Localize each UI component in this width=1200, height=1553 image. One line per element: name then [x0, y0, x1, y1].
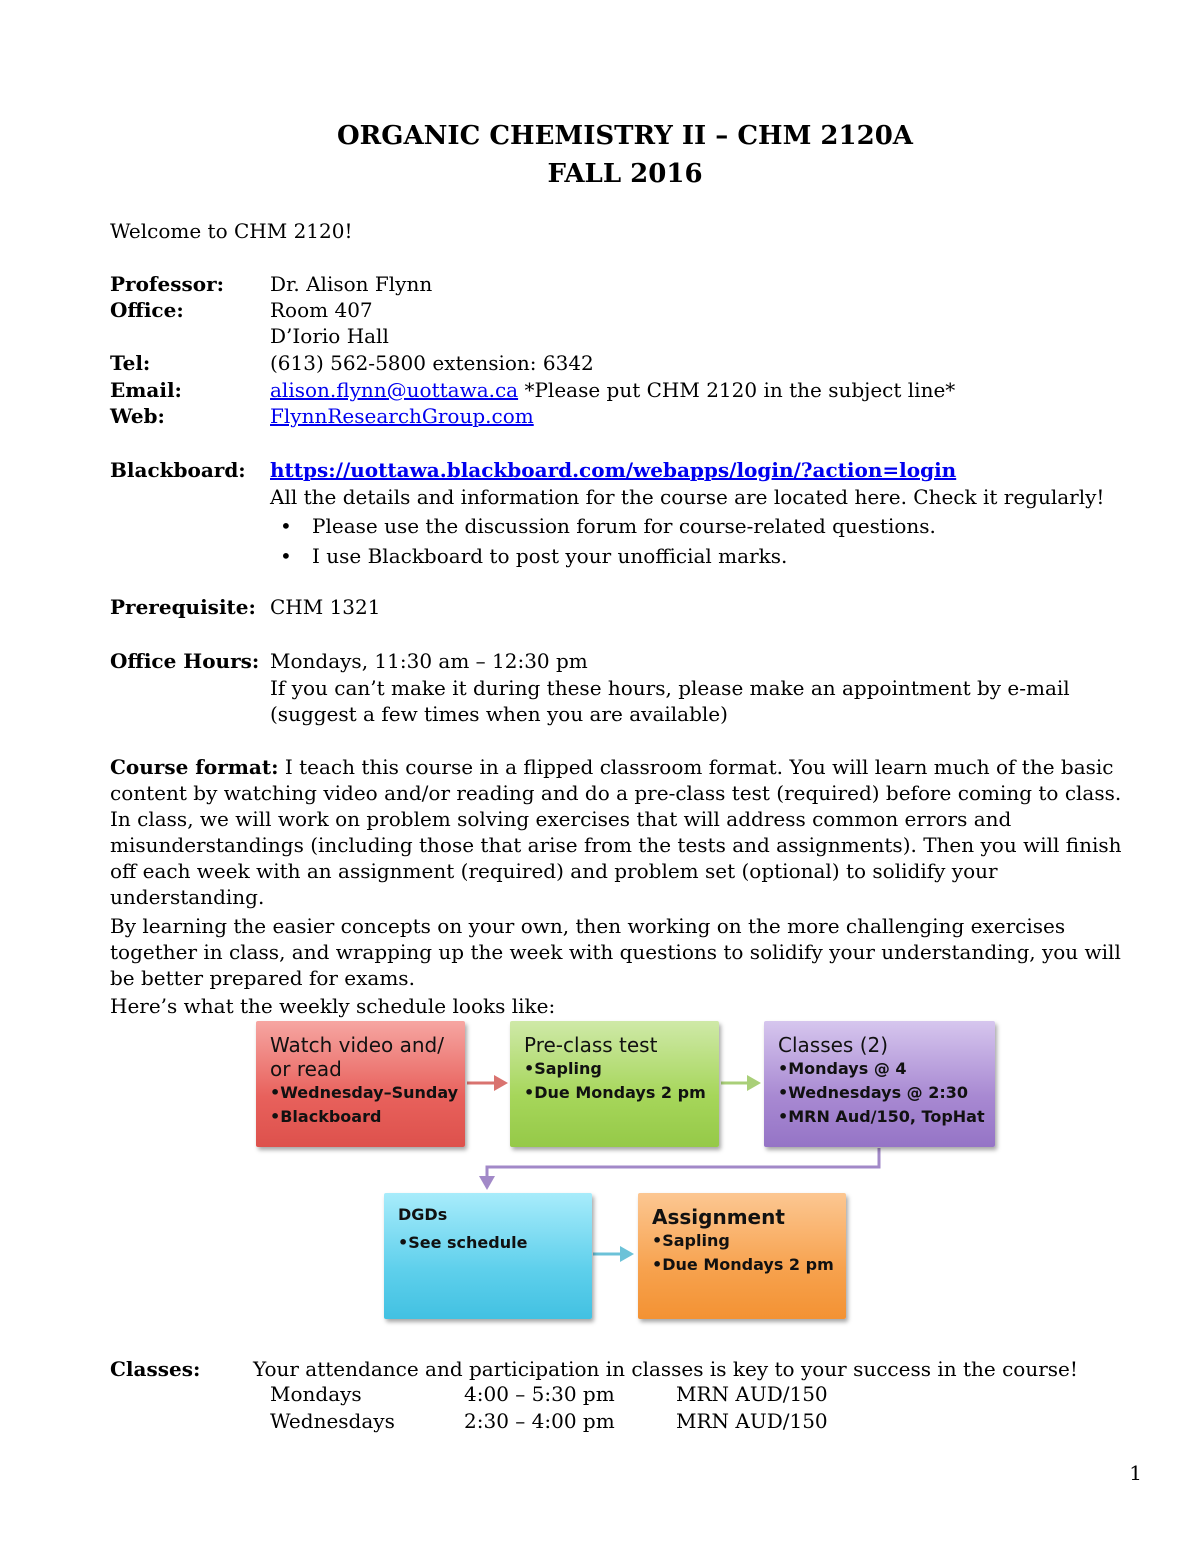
professor-value: Dr. Alison Flynn [270, 272, 433, 296]
office-hours-note: If you can’t make it during these hours, please make an appointment by e-mail (suggest a few times when you are available) [270, 676, 1070, 726]
email-note: *Please put CHM 2120 in the subject line* [518, 378, 956, 402]
professor-label: Professor: [110, 272, 225, 296]
blackboard-description: All the details and information for the course are located here. Check it regularly! [270, 485, 1105, 509]
classes-label: Classes: [110, 1357, 201, 1381]
flow-box-item: •Wednesday–Sunday [270, 1083, 459, 1102]
page-number: 1 [1129, 1461, 1142, 1485]
classes-text: Your attendance and participation in classes is key to your success in the course! [253, 1357, 1078, 1381]
page-title: ORGANIC CHEMISTRY II – CHM 2120A [337, 121, 913, 151]
email-link[interactable]: alison.flynn@uottawa.ca [270, 378, 519, 402]
class-day: Wednesdays [270, 1409, 395, 1433]
flow-box-item: •Due Mondays 2 pm [524, 1083, 706, 1102]
flow-box-preclass [510, 1021, 719, 1147]
flow-box-assignment [638, 1193, 846, 1319]
web-label: Web: [110, 404, 165, 428]
flow-box-watch [256, 1021, 465, 1147]
list-item: • I use Blackboard to post your unofficial marks. [280, 544, 788, 568]
list-item: • Please use the discussion forum for course-related questions. [280, 514, 936, 538]
flow-box-title: Classes (2) [778, 1033, 889, 1057]
flow-box-item: •See schedule [398, 1233, 528, 1252]
welcome-text: Welcome to CHM 2120! [110, 219, 353, 243]
class-time: 4:00 – 5:30 pm [464, 1382, 615, 1406]
learning-paragraph: By learning the easier concepts on your own, then working on the more challenging exercises together in class, and wrapping up the week with questions to solidify your understanding, you will be better prepared for exams. [110, 914, 1121, 990]
class-day: Mondays [270, 1382, 362, 1406]
blackboard-link[interactable]: https://uottawa.blackboard.com/webapps/login/?action=login [270, 458, 957, 482]
arrow-classes-to-dgds [479, 1148, 879, 1190]
class-time: 2:30 – 4:00 pm [464, 1409, 615, 1433]
blackboard-label: Blackboard: [110, 458, 246, 482]
arrow-dgds-to-assignment [593, 1246, 634, 1262]
office-room: Room 407 [270, 298, 373, 322]
email-label: Email: [110, 378, 182, 402]
flow-box-title: Watch video and/ or read [270, 1033, 444, 1081]
flow-box-title: Pre-class test [524, 1033, 658, 1057]
flow-box-item: •Due Mondays 2 pm [652, 1255, 834, 1274]
course-format-label: Course format: [110, 755, 279, 779]
flow-box-title: Assignment [652, 1205, 785, 1229]
course-format-text: I teach this course in a flipped classroom format. You will learn much of the basic content by watching video and/or reading and do a pre-class test (required) before coming to class. In class, we will work on problem solving exercises that will address common errors and misunderstandings (including those that arise from the tests and assignments). Then you will finish off each week with an assignment (required) and problem set (optional) to solidify your understanding. [110, 755, 1122, 909]
flow-box-item: •MRN Aud/150, TopHat [778, 1107, 985, 1126]
class-room: MRN AUD/150 [676, 1382, 828, 1406]
prerequisite-value: CHM 1321 [270, 595, 381, 619]
tel-value: (613) 562-5800 extension: 6342 [270, 351, 594, 375]
flow-box-dgds [384, 1193, 592, 1319]
arrow-watch-to-preclass [467, 1075, 508, 1091]
page-subtitle: FALL 2016 [547, 159, 703, 189]
schedule-intro: Here’s what the weekly schedule looks like: [110, 994, 556, 1018]
tel-label: Tel: [110, 351, 151, 375]
web-link[interactable]: FlynnResearchGroup.com [270, 404, 534, 428]
office-building: D’Iorio Hall [270, 324, 389, 348]
flow-box-item: •Sapling [652, 1231, 730, 1250]
office-label: Office: [110, 298, 184, 322]
flow-box-item: •Sapling [524, 1059, 602, 1078]
prerequisite-label: Prerequisite: [110, 595, 256, 619]
flow-box-item: •Wednesdays @ 2:30 [778, 1083, 969, 1102]
flow-box-classes [764, 1021, 995, 1147]
flow-box-item: •Mondays @ 4 [778, 1059, 907, 1078]
office-hours-label: Office Hours: [110, 649, 260, 673]
arrow-preclass-to-classes [721, 1075, 761, 1091]
office-hours-value: Mondays, 11:30 am – 12:30 pm [270, 649, 588, 673]
flow-box-item: •Blackboard [270, 1107, 382, 1126]
flow-box-title: DGDs [398, 1205, 448, 1224]
class-room: MRN AUD/150 [676, 1409, 828, 1433]
